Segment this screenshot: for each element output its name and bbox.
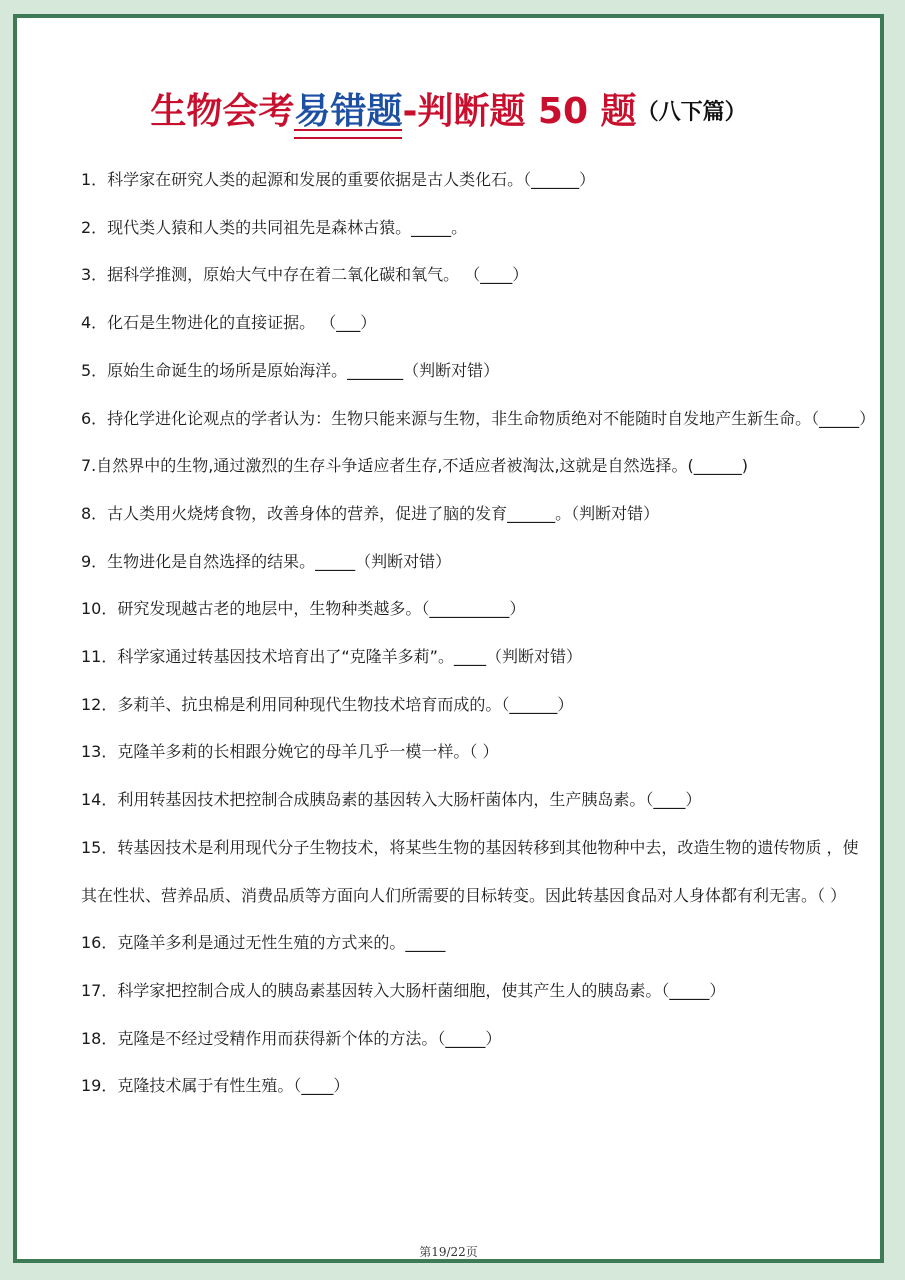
title-part-1: 生物会考 [150, 91, 295, 132]
question-item: 10．研究发现越古老的地层中，生物种类越多。（__________） [81, 599, 526, 619]
question-list [81, 156, 876, 1110]
question-item: 3．据科学推测，原始大气中存在着二氧化碳和氧气。 （____） [81, 265, 529, 285]
question-item: 1．科学家在研究人类的起源和发展的重要依据是古人类化石。（______） [81, 170, 596, 189]
question-item: 7.自然界中的生物,通过激烈的生存斗争适应者生存,不适应者被淘汰,这就是自然选择。(______) [81, 456, 749, 476]
question-item: 11．科学家通过转基因技术培育出了“克隆羊多莉”。____（判断对错） [81, 647, 582, 667]
title-part-4: （八下篇） [636, 100, 747, 125]
question-item: 6．持化学进化论观点的学者认为：生物只能来源与生物，非生命物质绝对不能随时自发地产生新生命。（_____） [81, 408, 876, 428]
question-item: 12．多莉羊、抗虫棉是利用同种现代生物技术培育而成的。（______） [81, 694, 574, 714]
question-item: 14．利用转基因技术把控制合成胰岛素的基因转入大肠杆菌体内，生产胰岛素。（____） [81, 790, 702, 810]
page-title [17, 88, 880, 137]
question-item: 17．科学家把控制合成人的胰岛素基因转入大肠杆菌细胞，使其产生人的胰岛素。（_____） [81, 980, 726, 1000]
worksheet-page [13, 14, 884, 1263]
question-item: 9．生物进化是自然选择的结果。_____（判断对错） [81, 551, 452, 571]
question-item: 4．化石是生物进化的直接证据。 （___） [81, 313, 377, 333]
question-item: 8．古人类用火烧烤食物，改善身体的营养，促进了脑的发育______。（判断对错） [81, 503, 660, 523]
title-part-2: 易错题 [294, 88, 402, 136]
title-part-3: -判断题 50 题 [402, 91, 637, 132]
question-item: 15．转基因技术是利用现代分子生物技术，将某些生物的基因转移到其他物种中去，改造生物的遗传物质 ，使其在性状、营养品质、消费品质等方面向人们所需要的目标转变。因此转基因食品对人身体都有利无害。（ ） [81, 837, 859, 905]
page-number: 第19/22页 [419, 1245, 478, 1259]
question-item: 19．克隆技术属于有性生殖。（____） [81, 1076, 350, 1096]
question-item: 18．克隆是不经过受精作用而获得新个体的方法。（_____） [81, 1028, 502, 1048]
question-item: 2．现代类人猿和人类的共同祖先是森林古猿。_____。 [81, 217, 468, 237]
question-item: 13．克隆羊多莉的长相跟分娩它的母羊几乎一模一样。（ ） [81, 742, 499, 762]
question-item: 5．原始生命诞生的场所是原始海洋。_______（判断对错） [81, 360, 500, 380]
question-item: 16．克隆羊多利是通过无性生殖的方式来的。_____ [81, 933, 446, 953]
